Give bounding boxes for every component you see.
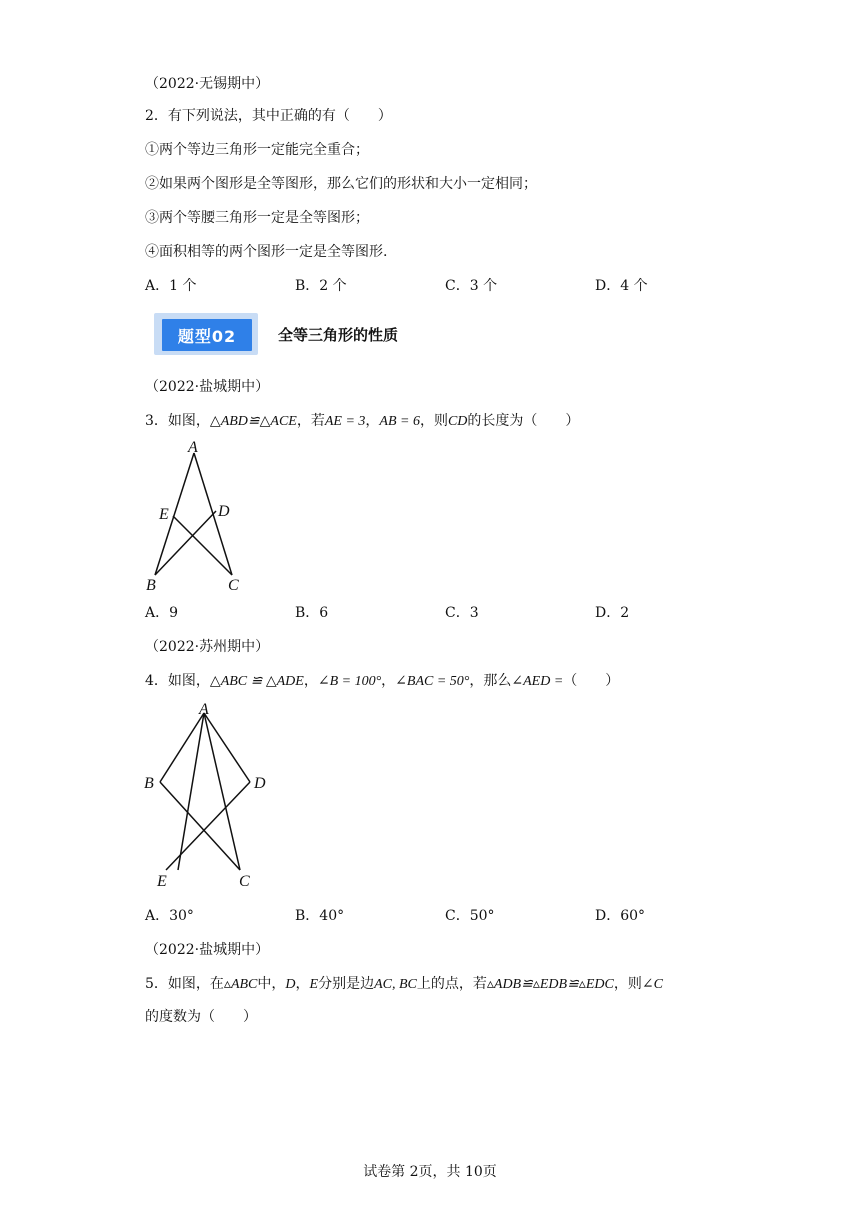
q2-statement-1: ①两个等边三角形一定能完全重合； — [145, 142, 369, 158]
q4-choice-d: D．60° — [595, 908, 646, 924]
q4-segment-ac — [204, 713, 240, 870]
q4-choice-b: B．40° — [295, 908, 345, 924]
q4-figure — [140, 698, 280, 898]
q3-figure — [140, 436, 260, 596]
section-title: 全等三角形的性质 — [278, 326, 399, 344]
section-badge-label: 题型02 — [162, 319, 252, 351]
q4-choice-a: A．30° — [145, 908, 194, 924]
q4-label-d: D — [254, 775, 266, 792]
q5-source: （2022·盐城期中） — [145, 942, 270, 958]
q4-segment-ae — [178, 713, 204, 870]
q3-label-c: C — [228, 577, 239, 594]
page-footer: 试卷第 2页，共 10页 — [363, 1164, 497, 1180]
q3-label-d: D — [218, 503, 230, 520]
q2-stem: 2．有下列说法，其中正确的有（ ） — [145, 108, 392, 124]
q3-label-e: E — [159, 506, 169, 523]
q2-choice-b: B．2 个 — [295, 278, 347, 294]
section-badge — [154, 313, 258, 355]
q2-statement-3: ③两个等腰三角形一定是全等图形； — [145, 210, 369, 226]
q4-segment-bc — [160, 782, 240, 870]
q2-choice-d: D．4 个 — [595, 278, 648, 294]
q2-statement-2: ②如果两个图形是全等图形，那么它们的形状和大小一定相同； — [145, 176, 537, 192]
q5-stem-line-2: 的度数为（ ） — [145, 1009, 257, 1025]
q3-label-a: A — [188, 439, 198, 456]
q4-segment-ad — [204, 713, 250, 782]
q3-choice-c: C．3 — [445, 605, 479, 621]
q2-choice-c: C．3 个 — [445, 278, 498, 294]
q3-source: （2022·盐城期中） — [145, 379, 270, 395]
q4-label-c: C — [239, 873, 250, 890]
q4-choice-c: C．50° — [445, 908, 495, 924]
q5-stem: 5．如图，在▵ABC中，D，E分别是边AC, BC上的点，若▵ADB≌▵EDB≌▵EDC，则∠C — [145, 976, 663, 992]
q4-source: （2022·苏州期中） — [145, 639, 270, 655]
q4-label-b: B — [144, 775, 154, 792]
q4-label-a: A — [199, 701, 209, 718]
q3-stem: 3．如图，△ABD≌△ACE，若AE = 3，AB = 6，则CD的长度为（ ） — [145, 413, 580, 429]
q3-choice-b: B．6 — [295, 605, 329, 621]
q2-statement-4: ④面积相等的两个图形一定是全等图形. — [145, 244, 388, 260]
q4-label-e: E — [157, 873, 167, 890]
q2-choice-a: A．1 个 — [145, 278, 197, 294]
q3-label-b: B — [146, 577, 156, 594]
q3-choice-d: D．2 — [595, 605, 630, 621]
q4-segment-ab — [160, 713, 204, 782]
q4-stem: 4．如图，△ABC ≌ △ADE，∠B = 100°，∠BAC = 50°，那么∠AED =（ ） — [145, 673, 620, 689]
q3-choice-a: A．9 — [145, 605, 179, 621]
q2-source: （2022·无锡期中） — [145, 76, 270, 92]
